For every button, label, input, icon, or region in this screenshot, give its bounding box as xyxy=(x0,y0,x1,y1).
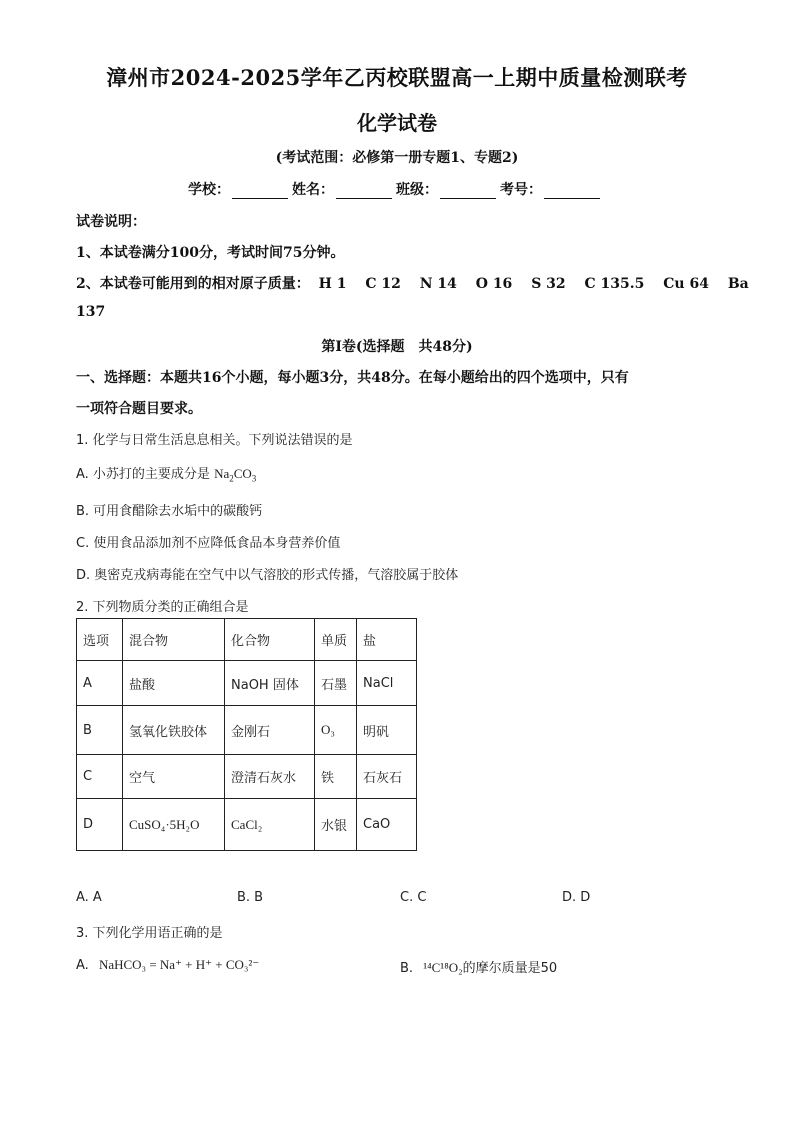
section-intro-line-2: 一项符合题目要求。 xyxy=(76,401,202,417)
class-blank xyxy=(440,182,496,199)
instructions-heading: 试卷说明： xyxy=(76,214,146,230)
instruction-item-2-prefix: 2、本试卷可能用到的相对原子质量： xyxy=(76,276,310,292)
exam-scope: (考试范围：必修第一册专题1、专题2) xyxy=(275,150,519,166)
exam-number-label: 考号： xyxy=(500,182,542,198)
mass-ba-value: 137 xyxy=(76,304,106,320)
header-salt: 盐 xyxy=(357,619,417,661)
q3-option-b xyxy=(400,957,557,976)
table-header-row xyxy=(77,619,417,661)
cell-element: 石墨 xyxy=(315,661,357,706)
cell-element: 水银 xyxy=(315,799,357,851)
q1-option-b: B. 可用食醋除去水垢中的碳酸钙 xyxy=(76,504,263,519)
mass-s: S 32 xyxy=(531,276,566,292)
mass-o: O 16 xyxy=(475,276,513,292)
cell-mixture: 空气 xyxy=(123,755,225,799)
q2-answer-d: D. D xyxy=(562,890,591,905)
formula-co: CO xyxy=(233,466,252,481)
mass-n: N 14 xyxy=(419,276,457,292)
instruction-item-2 xyxy=(76,273,749,293)
paper-title: 漳州市2024-2025学年乙丙校联盟高一上期中质量检测联考 xyxy=(106,65,688,90)
cell-salt: CaO xyxy=(357,799,417,851)
q3-option-a-equation: NaHCO₃ = Na⁺ + H⁺ + CO₃²⁻ xyxy=(98,957,260,972)
school-label: 学校： xyxy=(188,182,230,198)
cell-option: D xyxy=(77,799,123,851)
name-label: 姓名： xyxy=(292,182,334,198)
q1-option-d: D. 奥密克戎病毒能在空气中以气溶胶的形式传播，气溶胶属于胶体 xyxy=(76,568,459,583)
formula-na: Na xyxy=(214,466,230,481)
formula-sub-2: 2 xyxy=(229,473,234,484)
name-blank xyxy=(336,182,392,199)
header-element: 单质 xyxy=(315,619,357,661)
cell-element: 铁 xyxy=(315,755,357,799)
q2-answer-c: C. C xyxy=(400,890,427,905)
formula-sub-3: 3 xyxy=(251,473,257,484)
q1-option-a xyxy=(76,463,256,484)
q3-option-b-label: B. xyxy=(400,961,414,976)
q3-option-b-formula: ¹⁴C¹⁸O₂ xyxy=(423,960,463,975)
student-info-fields xyxy=(188,179,604,199)
q3-option-b-text: 的摩尔质量是50 xyxy=(462,961,558,976)
q2-answer-b: B. B xyxy=(237,890,264,905)
cell-element: O₃ xyxy=(315,706,357,755)
table-row xyxy=(77,755,417,799)
mass-cu: Cu 64 xyxy=(663,276,709,292)
school-blank xyxy=(232,182,288,199)
cell-salt: 明矾 xyxy=(357,706,417,755)
table-row xyxy=(77,799,417,851)
mass-cl: C 135.5 xyxy=(584,276,645,292)
mass-c: C 12 xyxy=(365,276,401,292)
cell-option: B xyxy=(77,706,123,755)
q3-option-a-label: A. xyxy=(76,958,89,973)
cell-compound: 澄清石灰水 xyxy=(225,755,315,799)
cell-salt: 石灰石 xyxy=(357,755,417,799)
instruction-item-1: 1、本试卷满分100分，考试时间75分钟。 xyxy=(76,245,345,261)
q2-stem: 2. 下列物质分类的正确组合是 xyxy=(76,600,249,615)
q3-option-a xyxy=(76,957,259,973)
section-title: 第Ⅰ卷(选择题 共48分) xyxy=(321,339,473,355)
q1-option-c: C. 使用食品添加剂不应降低食品本身营养价值 xyxy=(76,536,341,551)
table-row xyxy=(77,661,417,706)
cell-mixture: CuSO₄·5H₂O xyxy=(123,799,225,851)
q2-classification-table xyxy=(76,618,417,851)
exam-number-blank xyxy=(544,182,600,199)
q3-stem: 3. 下列化学用语正确的是 xyxy=(76,926,223,941)
cell-mixture: 氢氧化铁胶体 xyxy=(123,706,225,755)
cell-option: C xyxy=(77,755,123,799)
mass-h: H 1 xyxy=(318,276,347,292)
cell-salt: NaCl xyxy=(357,661,417,706)
cell-compound: NaOH 固体 xyxy=(225,661,315,706)
q1-stem: 1. 化学与日常生活息息相关。下列说法错误的是 xyxy=(76,433,353,448)
cell-compound: 金刚石 xyxy=(225,706,315,755)
cell-mixture: 盐酸 xyxy=(123,661,225,706)
table-row xyxy=(77,706,417,755)
header-compound: 化合物 xyxy=(225,619,315,661)
header-mixture: 混合物 xyxy=(123,619,225,661)
q1-option-a-text: A. 小苏打的主要成分是 xyxy=(76,467,215,482)
header-option: 选项 xyxy=(77,619,123,661)
q1-option-a-formula xyxy=(214,466,257,484)
cell-compound: CaCl₂ xyxy=(225,799,315,851)
cell-option: A xyxy=(77,661,123,706)
class-label: 班级： xyxy=(396,182,438,198)
q2-answer-a: A. A xyxy=(76,890,102,905)
section-intro-line-1: 一、选择题：本题共16个小题，每小题3分，共48分。在每小题给出的四个选项中，只有 xyxy=(76,370,629,386)
paper-subtitle: 化学试卷 xyxy=(357,111,437,135)
mass-ba: Ba xyxy=(727,276,749,292)
